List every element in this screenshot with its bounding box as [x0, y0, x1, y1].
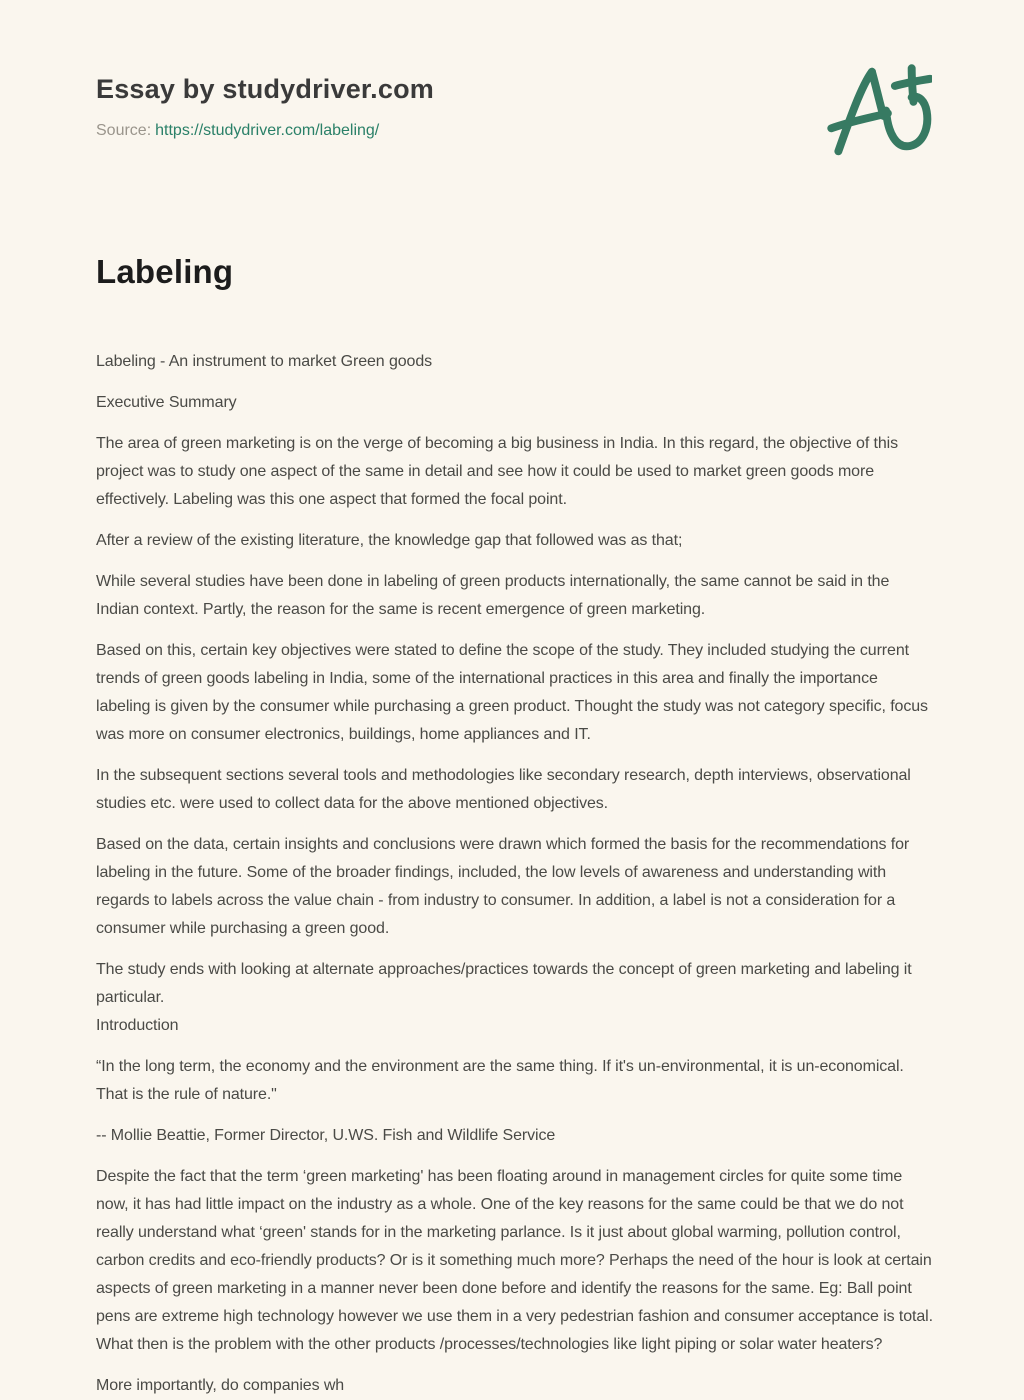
quote-paragraph: “In the long term, the economy and the environment are the same thing. If it's un-environmental, it is un-economical. That is the rule of nature."	[96, 1058, 904, 1103]
logo-plus-horizontal	[895, 79, 930, 86]
paragraph-executive-summary: Executive Summary	[96, 394, 237, 411]
paragraph-with-subheading	[96, 956, 934, 1040]
paragraph: While several studies have been done in labeling of green products internationally, the same cannot be said in the Indian context. Partly, the reason for the same is recent emergence of green marketing.	[96, 573, 890, 618]
paragraph: After a review of the existing literature, the knowledge gap that followed was as that;	[96, 532, 683, 549]
logo-a-left-stroke	[838, 72, 872, 151]
logo-hook-curve	[886, 97, 927, 146]
paragraph-subtitle: Labeling - An instrument to market Green goods	[96, 353, 433, 370]
a-plus-logo	[826, 58, 932, 158]
quote-attribution: -- Mollie Beattie, Former Director, U.WS. Fish and Wildlife Service	[96, 1127, 556, 1144]
logo-a-crossbar	[831, 113, 888, 128]
logo-a-right-stroke	[872, 72, 883, 116]
source-url-link[interactable]: https://studydriver.com/labeling/	[155, 122, 380, 139]
paragraph: Based on this, certain key objectives were stated to define the scope of the study. They included studying the current trends of green goods labeling in India, some of the international practices in this area and finally the importance labeling is given by the consumer while purchasing a green product. Thought the study was not category specific, focus was more on consumer electronics, buildings, home appliances and IT.	[96, 642, 928, 743]
paragraph-text: The study ends with looking at alternate approaches/practices towards the concept of green marketing and labeling it particular.	[96, 961, 912, 1006]
paragraph: Despite the fact that the term ‘green marketing' has been floating around in management circles for quite some time now, it has had little impact on the industry as a whole. One of the key reasons for the same could be that we do not really understand what ‘green' stands for in the marketing parlance. Is it just about global warming, pollution control, carbon credits and eco-friendly products? Or is it something much more? Perhaps the need of the hour is look at certain aspects of green marketing in a manner never been done before and identify the reasons for the same. Eg: Ball point pens are extreme high technology however we use them in a very pedestrian fashion and consumer acceptance is total. What then is the problem with the other products /processes/technologies like light piping or solar water heaters?	[96, 1168, 933, 1353]
essay-title: Labeling	[96, 253, 234, 290]
paragraph: The area of green marketing is on the verge of becoming a big business in India. In this regard, the objective of this project was to study one aspect of the same in detail and see how it could be used to market green goods more effectively. Labeling was this one aspect that formed the focal point.	[96, 435, 899, 508]
paragraph: Based on the data, certain insights and conclusions were drawn which formed the basis for the recommendations for labeling in the future. Some of the broader findings, included, the low levels of awareness and understanding with regards to labels across the value chain - from industry to consumer. In addition, a label is not a consideration for a consumer while purchasing a green good.	[96, 836, 910, 937]
header	[96, 74, 934, 140]
source-line	[96, 122, 934, 140]
source-label: Source:	[96, 122, 152, 139]
paragraph: In the subsequent sections several tools and methodologies like secondary research, depth interviews, observational studies etc. were used to collect data for the above mentioned objectives.	[96, 767, 911, 812]
introduction-subheading: Introduction	[96, 1017, 179, 1034]
essay-body	[96, 348, 934, 1400]
site-title: Essay by studydriver.com	[96, 74, 434, 104]
paragraph-truncated: More importantly, do companies wh	[96, 1377, 345, 1394]
